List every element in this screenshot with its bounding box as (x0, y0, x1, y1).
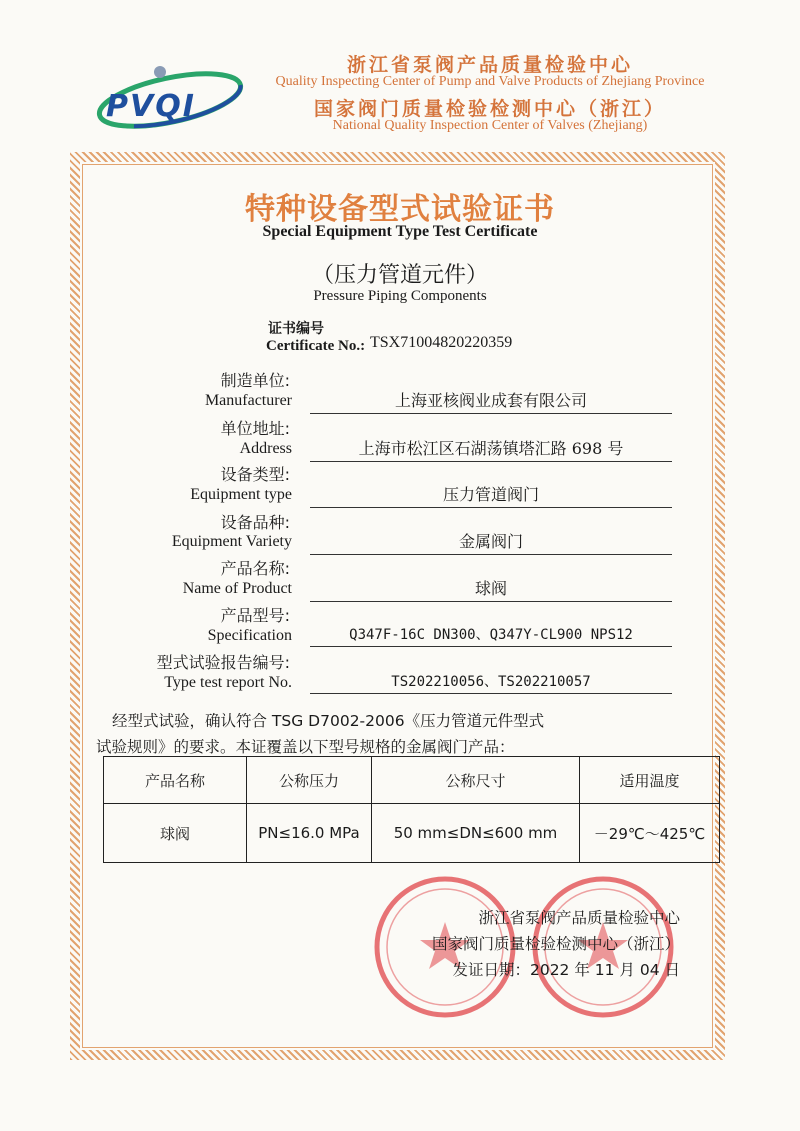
product-name-label-cn: 产品名称: (220, 559, 290, 578)
equipment-type-label-cn: 设备类型: (220, 465, 290, 484)
table-cell: PN≤16.0 MPa (247, 804, 372, 863)
report-number-label-en: Type test report No. (164, 674, 292, 691)
address-label-en: Address (239, 440, 292, 457)
table-cell: 50 mm≤DN≤600 mm (372, 804, 580, 863)
table-row (104, 804, 720, 863)
equipment-variety-value: 金属阀门 (310, 529, 672, 555)
product-name-label-en: Name of Product (182, 580, 292, 597)
certificate-subtitle-cn: （压力管道元件） (311, 263, 488, 288)
table-cell: 球阀 (104, 804, 247, 863)
report-number-label-cn: 型式试验报告编号: (156, 653, 290, 672)
certificate-title-en: Special Equipment Type Test Certificate (262, 223, 538, 240)
org-name-cn-2: 国家阀门质量检验检测中心（浙江） (313, 98, 666, 120)
address-label-cn: 单位地址: (220, 419, 290, 438)
org-name-en-2: National Quality Inspection Center of Valves (Zhejiang) (332, 118, 648, 133)
manufacturer-label-cn: 制造单位: (220, 371, 290, 390)
product-table (103, 756, 720, 863)
org-name-en-1: Quality Inspecting Center of Pump and Valve Products of Zhejiang Province (275, 74, 705, 89)
equipment-variety-label-en: Equipment Variety (171, 533, 292, 550)
manufacturer-label-en: Manufacturer (204, 392, 292, 409)
pvqi-logo (92, 56, 248, 136)
certificate-title-cn: 特种设备型式试验证书 (245, 192, 555, 227)
table-header-cell: 公称尺寸 (372, 757, 580, 804)
manufacturer-value: 上海亚核阀业成套有限公司 (310, 388, 672, 414)
equipment-variety-label-cn: 设备品种: (220, 513, 290, 532)
report-number-value: TS202210056、TS202210057 (310, 671, 672, 694)
certificate-subtitle-en: Pressure Piping Components (313, 288, 487, 304)
table-header-cell: 公称压力 (247, 757, 372, 804)
table-header-cell: 产品名称 (104, 757, 247, 804)
table-cell: －29℃～425℃ (580, 804, 720, 863)
compliance-statement (96, 708, 712, 760)
svg-text:PVQI: PVQI (106, 89, 196, 124)
issue-date: 发证日期：2022 年 11 月 04 日 (452, 961, 680, 979)
equipment-type-value: 压力管道阀门 (310, 482, 672, 508)
specification-value: Q347F-16C DN300、Q347Y-CL900 NPS12 (310, 624, 672, 647)
certificate-number-label-cn: 证书编号 (268, 321, 324, 337)
table-header-cell: 适用温度 (580, 757, 720, 804)
issuer-line-1: 浙江省泵阀产品质量检验中心 (478, 909, 680, 927)
product-name-value: 球阀 (310, 576, 672, 602)
statement-line-2: 试验规则》的要求。本证覆盖以下型号规格的金属阀门产品： (96, 738, 515, 756)
specification-label-cn: 产品型号: (220, 606, 290, 625)
address-value: 上海市松江区石湖荡镇塔汇路 698 号 (310, 436, 672, 462)
table-header-row (104, 757, 720, 804)
issuer-line-2: 国家阀门质量检验检测中心（浙江） (431, 935, 680, 953)
statement-line-1: 经型式试验，确认符合 TSG D7002-2006《压力管道元件型式 (112, 712, 545, 730)
equipment-type-label-en: Equipment type (190, 486, 292, 503)
specification-label-en: Specification (207, 627, 292, 644)
org-name-cn-1: 浙江省泵阀产品质量检验中心 (346, 54, 633, 76)
certificate-number: TSX71004820220359 (370, 334, 513, 351)
certificate-number-label-en: Certificate No.: (266, 338, 366, 354)
